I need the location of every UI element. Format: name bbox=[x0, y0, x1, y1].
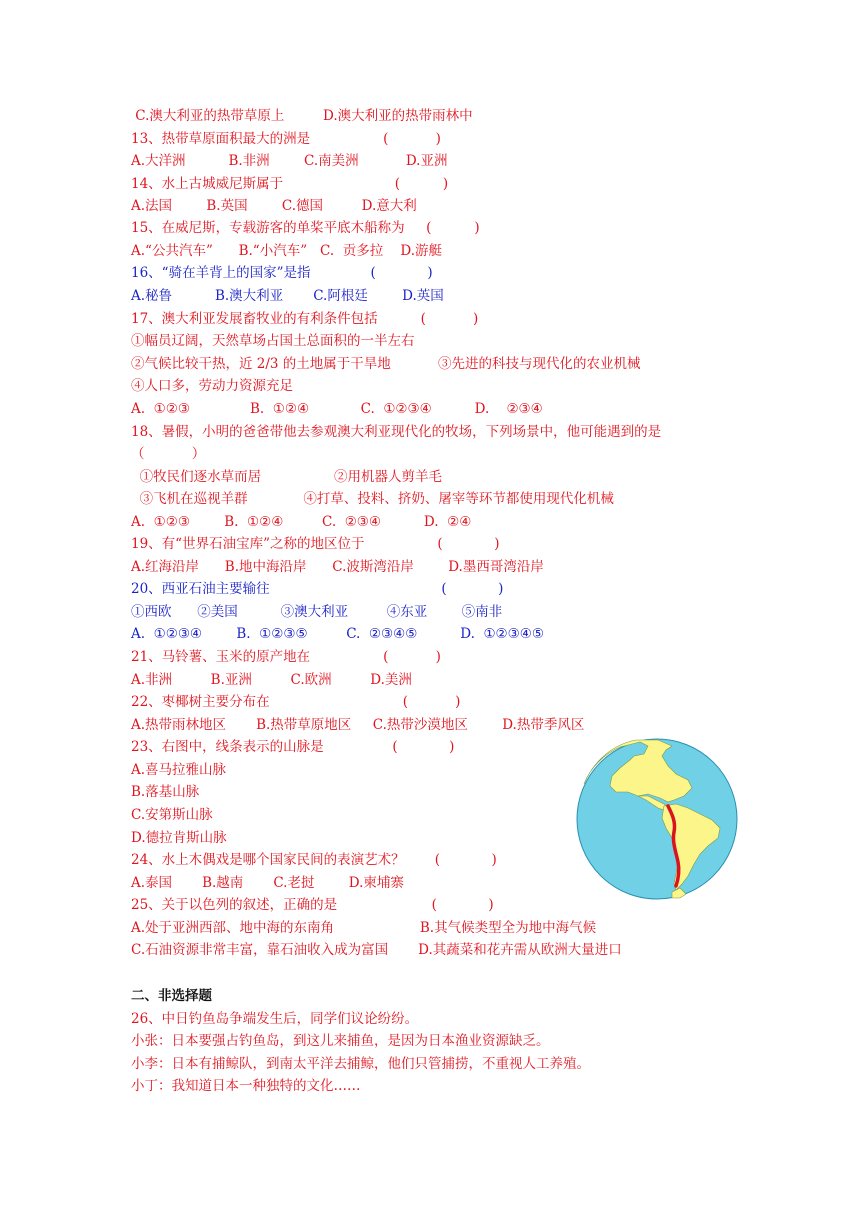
q25-stem: 25、关于以色列的叙述，正确的是 ( ) bbox=[131, 897, 494, 913]
q12-option-cd: C.澳大利亚的热带草原上 D.澳大利亚的热带雨林中 bbox=[131, 108, 473, 124]
q17-item-4: ④人口多，劳动力资源充足 bbox=[131, 378, 293, 394]
q14-stem: 14、水上古城威尼斯属于 ( ) bbox=[131, 176, 449, 192]
q18-item-3-4: ③飞机在巡视羊群 ④打草、投料、挤奶、屠宰等环节都使用现代化机械 bbox=[131, 491, 614, 507]
q17-stem: 17、澳大利亚发展畜牧业的有利条件包括 ( ) bbox=[131, 311, 479, 327]
q26-xiaoding: 小丁：我知道日本一种独特的文化…… bbox=[131, 1078, 361, 1094]
q16-options: A.秘鲁 B.澳大利亚 C.阿根廷 D.英国 bbox=[131, 288, 444, 304]
q19-stem: 19、有“世界石油宝库”之称的地区位于 ( ) bbox=[131, 536, 500, 552]
q23-stem: 23、右图中，线条表示的山脉是 ( ) bbox=[131, 739, 455, 755]
q20-options: A. ①②③④ B. ①②③⑤ C. ②③④⑤ D. ①②③④⑤ bbox=[131, 626, 544, 642]
q16-stem: 16、“骑在羊背上的国家”是指 ( ) bbox=[131, 265, 433, 281]
q25-options-cd: C.石油资源非常丰富，靠石油收入成为富国 D.其蔬菜和花卉需从欧洲大量进口 bbox=[131, 942, 622, 958]
q23-option-b: B.落基山脉 bbox=[131, 784, 200, 800]
q14-options: A.法国 B.英国 C.德国 D.意大利 bbox=[131, 198, 417, 214]
q13-options: A.大洋洲 B.非洲 C.南美洲 D.亚洲 bbox=[131, 153, 448, 169]
q21-options: A.非洲 B.亚洲 C.欧洲 D.美洲 bbox=[131, 672, 412, 688]
q24-options: A.泰国 B.越南 C.老挝 D.柬埔寨 bbox=[131, 875, 404, 891]
q23-option-c: C.安第斯山脉 bbox=[131, 807, 213, 823]
q18-answer-blank: （ ） bbox=[131, 446, 206, 462]
q24-stem: 24、水上木偶戏是哪个国家民间的表演艺术？ ( ) bbox=[131, 852, 497, 868]
q17-item-1: ①幅员辽阔，天然草场占国土总面积的一半左右 bbox=[131, 333, 415, 349]
section-2-heading: 二、非选择题 bbox=[131, 988, 212, 1004]
q21-stem: 21、马铃薯、玉米的原产地在 ( ) bbox=[131, 649, 441, 665]
q15-options: A.“公共汽车” B.“小汽车” C. 贡多拉 D.游艇 bbox=[131, 243, 443, 259]
americas-globe-map bbox=[576, 738, 738, 900]
q17-item-2-3: ②气候比较干热，近 2/3 的土地属于干旱地 ③先进的科技与现代化的农业机械 bbox=[131, 356, 641, 372]
q18-item-1-2: ①牧民们逐水草而居 ②用机器人剪羊毛 bbox=[131, 469, 443, 485]
q20-items: ①西欧 ②美国 ③澳大利亚 ④东亚 ⑤南非 bbox=[131, 604, 503, 620]
q22-stem: 22、枣椰树主要分布在 ( ) bbox=[131, 694, 461, 710]
q20-stem: 20、西亚石油主要输往 ( ) bbox=[131, 581, 504, 597]
q23-option-d: D.德拉肯斯山脉 bbox=[131, 830, 227, 846]
q15-stem: 15、在威尼斯，专载游客的单桨平底木船称为 ( ) bbox=[131, 220, 480, 236]
q26-stem: 26、中日钓鱼岛争端发生后，同学们议论纷纷。 bbox=[131, 1011, 419, 1027]
q17-options: A. ①②③ B. ①②④ C. ①②③④ D. ②③④ bbox=[131, 401, 543, 417]
q26-xiaoli: 小李：日本有捕鲸队，到南太平洋去捕鲸，他们只管捕捞，不重视人工养殖。 bbox=[131, 1056, 590, 1072]
q22-options: A.热带雨林地区 B.热带草原地区 C.热带沙漠地区 D.热带季风区 bbox=[131, 717, 585, 733]
q13-stem: 13、热带草原面积最大的洲是 ( ) bbox=[131, 131, 441, 147]
q18-stem: 18、暑假，小明的爸爸带他去参观澳大利亚现代化的牧场，下列场景中，他可能遇到的是 bbox=[131, 424, 662, 440]
q25-options-ab: A.处于亚洲西部、地中海的东南角 B.其气候类型全为地中海气候 bbox=[131, 920, 597, 936]
q18-options: A. ①②③ B. ①②④ C. ②③④ D. ②④ bbox=[131, 514, 472, 530]
q23-option-a: A.喜马拉雅山脉 bbox=[131, 762, 227, 778]
q19-options: A.红海沿岸 B.地中海沿岸 C.波斯湾沿岸 D.墨西哥湾沿岸 bbox=[131, 559, 544, 575]
q26-xiaozhang: 小张：日本要强占钓鱼岛，到这儿来捕鱼，是因为日本渔业资源缺乏。 bbox=[131, 1033, 550, 1049]
